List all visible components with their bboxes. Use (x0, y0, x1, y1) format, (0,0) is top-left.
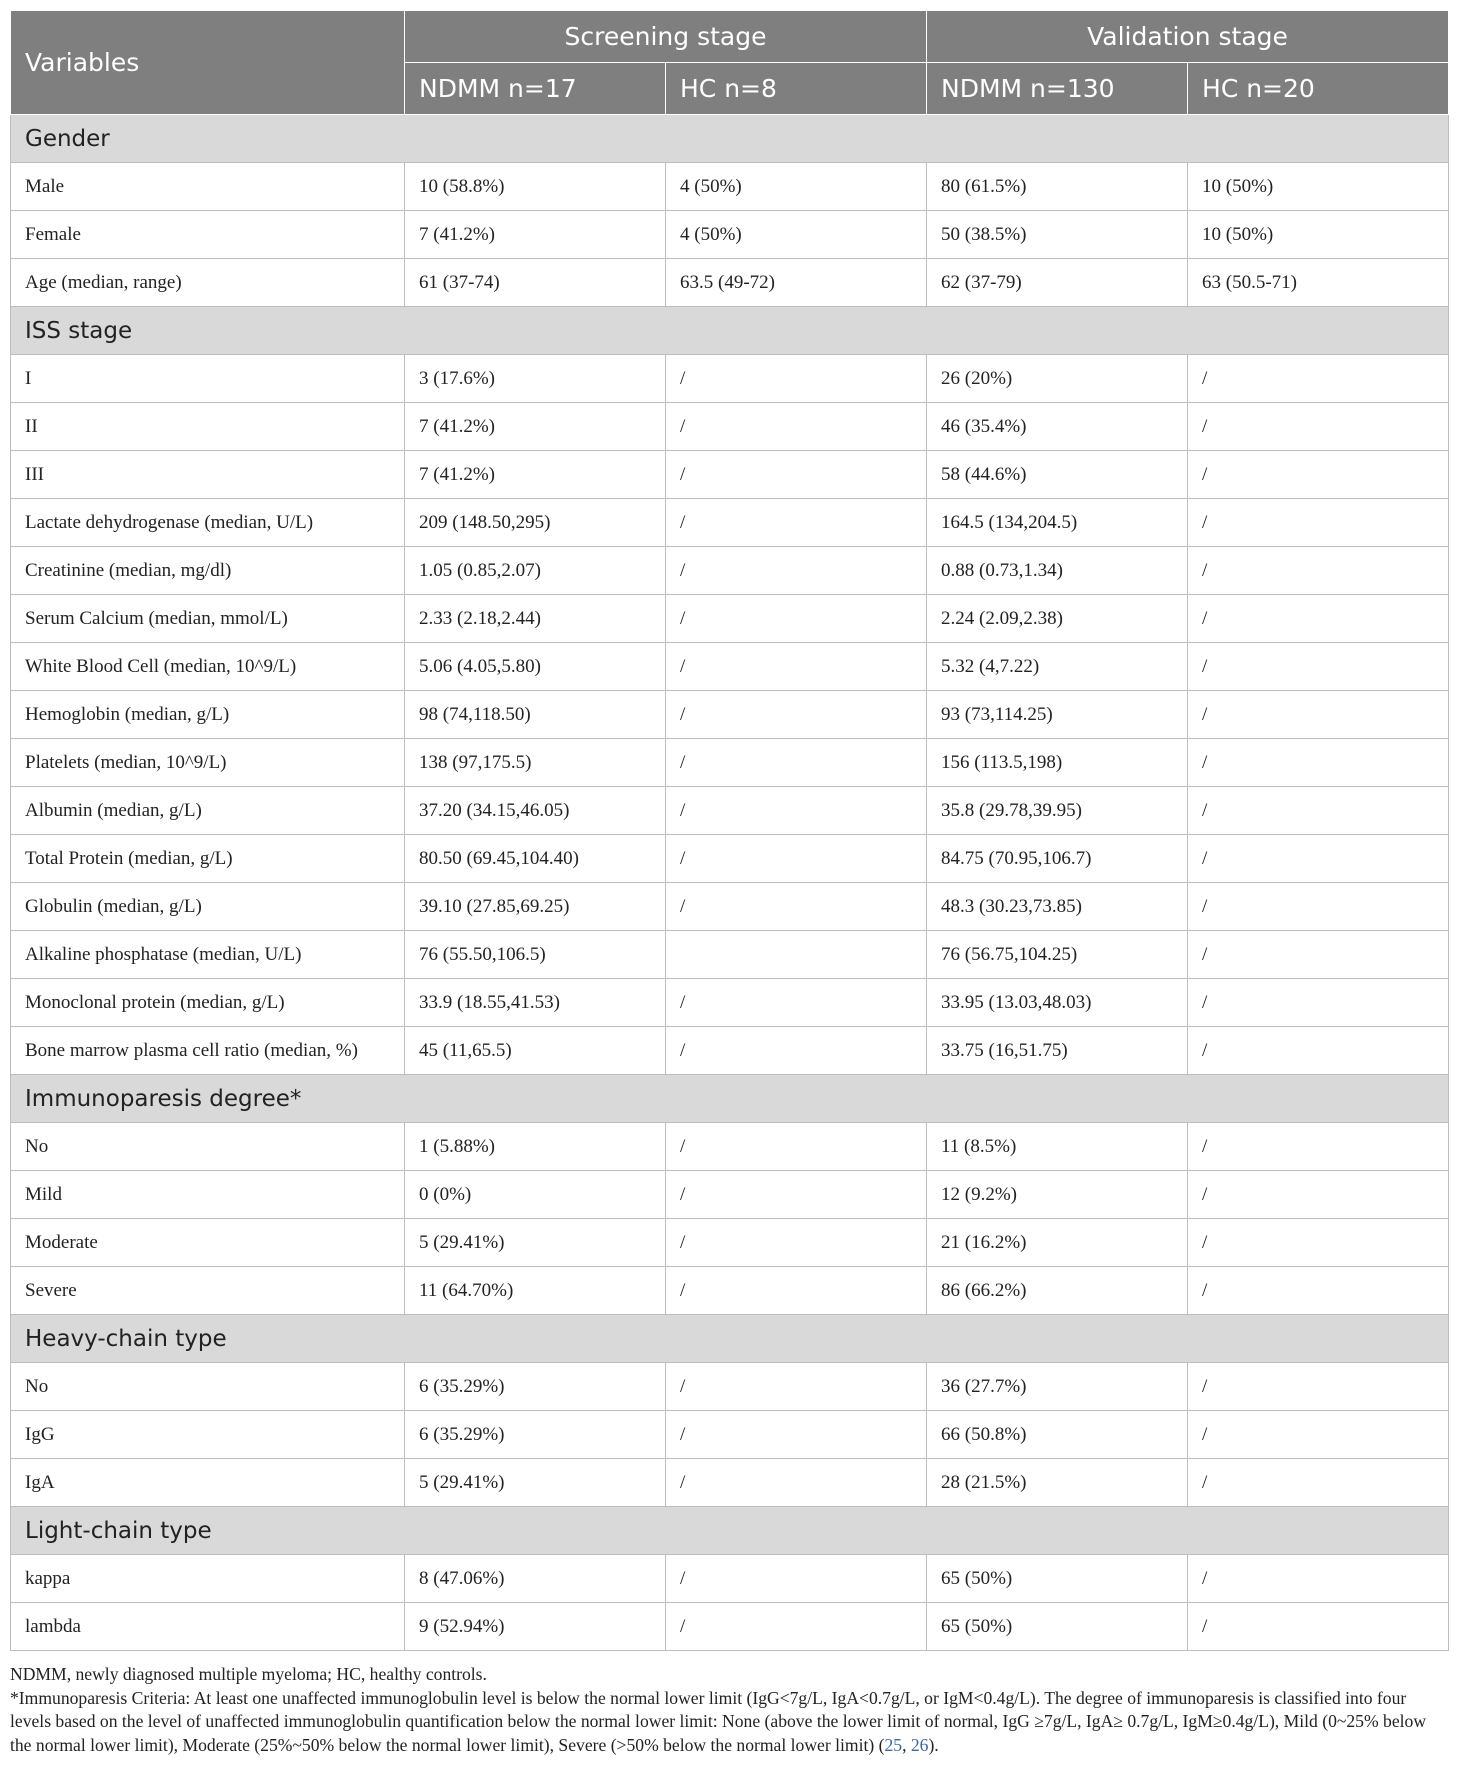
table-row (11, 1459, 1449, 1507)
table-row (11, 739, 1449, 787)
table-row (11, 1171, 1449, 1219)
table-cell: / (1188, 499, 1449, 547)
table-cell: / (666, 595, 927, 643)
table-cell: 26 (20%) (927, 355, 1188, 403)
table-cell: / (666, 739, 927, 787)
section-row (11, 1075, 1449, 1123)
table-cell: 86 (66.2%) (927, 1267, 1188, 1315)
row-label: Severe (11, 1267, 405, 1315)
row-label: lambda (11, 1603, 405, 1651)
table-cell: / (1188, 1123, 1449, 1171)
row-label: Age (median, range) (11, 259, 405, 307)
table-cell: 10 (50%) (1188, 211, 1449, 259)
table-cell: / (1188, 1603, 1449, 1651)
criteria-text: *Immunoparesis Criteria: At least one unaffected immunoglobulin level is below the normal lower limit (IgG<7g/L, IgA<0.7g/L, or IgM<0.4g/L). The degree of immunoparesis is classified into four levels based on the level of unaffected immunoglobulin quantification below the normal lower limit: None (above the lower limit of normal, IgG ≥7g/L, IgA≥ 0.7g/L, IgM≥0.4g/L), Mild (0~25% below the normal lower limit), Moderate (25%~50% below the normal lower limit), Severe (>50% below the normal lower limit) ( (10, 1687, 1427, 1755)
table-cell: 76 (55.50,106.5) (405, 931, 666, 979)
section-title: ISS stage (11, 307, 1449, 355)
row-label: Serum Calcium (median, mmol/L) (11, 595, 405, 643)
table-cell: 11 (64.70%) (405, 1267, 666, 1315)
table-cell: 98 (74,118.50) (405, 691, 666, 739)
table-cell: / (1188, 691, 1449, 739)
row-label: IgG (11, 1411, 405, 1459)
validation-stage-header: Validation stage (927, 11, 1449, 63)
table-cell: 2.24 (2.09,2.38) (927, 595, 1188, 643)
table-cell: 33.9 (18.55,41.53) (405, 979, 666, 1027)
row-label: Moderate (11, 1219, 405, 1267)
table-cell: / (1188, 451, 1449, 499)
table-cell: 5 (29.41%) (405, 1219, 666, 1267)
table-cell: 10 (58.8%) (405, 163, 666, 211)
table-cell: 63.5 (49-72) (666, 259, 927, 307)
table-cell: / (666, 1555, 927, 1603)
reference-close: ). (928, 1734, 939, 1755)
table-cell: 58 (44.6%) (927, 451, 1188, 499)
table-cell: / (666, 1027, 927, 1075)
table-cell: / (666, 499, 927, 547)
table-cell: / (1188, 403, 1449, 451)
table-cell: / (666, 547, 927, 595)
table-row (11, 1123, 1449, 1171)
table-cell: / (1188, 1027, 1449, 1075)
table-row (11, 1219, 1449, 1267)
table-cell: 4 (50%) (666, 163, 927, 211)
table-row (11, 1267, 1449, 1315)
table-cell: 21 (16.2%) (927, 1219, 1188, 1267)
table-cell: 2.33 (2.18,2.44) (405, 595, 666, 643)
table-row (11, 547, 1449, 595)
table-cell: / (1188, 1363, 1449, 1411)
table-cell: 45 (11,65.5) (405, 1027, 666, 1075)
table-row (11, 595, 1449, 643)
reference-link-26[interactable]: 26 (910, 1734, 929, 1755)
table-row (11, 1027, 1449, 1075)
table-cell: 65 (50%) (927, 1555, 1188, 1603)
section-row (11, 115, 1449, 163)
table-row (11, 691, 1449, 739)
reference-separator: , (902, 1734, 911, 1755)
abbreviations-note: NDMM, newly diagnosed multiple myeloma; HC, healthy controls. (10, 1664, 487, 1684)
table-cell: / (1188, 1555, 1449, 1603)
table-cell: 93 (73,114.25) (927, 691, 1188, 739)
table-cell: / (666, 835, 927, 883)
row-label: Monoclonal protein (median, g/L) (11, 979, 405, 1027)
table-row (11, 259, 1449, 307)
table-row (11, 787, 1449, 835)
table-cell: 35.8 (29.78,39.95) (927, 787, 1188, 835)
table-cell: / (666, 355, 927, 403)
table-cell (666, 931, 927, 979)
row-label: White Blood Cell (median, 10^9/L) (11, 643, 405, 691)
section-title: Light-chain type (11, 1507, 1449, 1555)
table-cell: / (666, 403, 927, 451)
table-cell: 33.95 (13.03,48.03) (927, 979, 1188, 1027)
row-label: Hemoglobin (median, g/L) (11, 691, 405, 739)
table-cell: / (1188, 1219, 1449, 1267)
table-cell: / (1188, 739, 1449, 787)
table-cell: 46 (35.4%) (927, 403, 1188, 451)
table-cell: 39.10 (27.85,69.25) (405, 883, 666, 931)
table-cell: 9 (52.94%) (405, 1603, 666, 1651)
section-row (11, 1507, 1449, 1555)
table-cell: 37.20 (34.15,46.05) (405, 787, 666, 835)
row-label: Female (11, 211, 405, 259)
table-row (11, 211, 1449, 259)
table-row (11, 355, 1449, 403)
row-label: No (11, 1363, 405, 1411)
table-cell: 5.06 (4.05,5.80) (405, 643, 666, 691)
table-cell: 28 (21.5%) (927, 1459, 1188, 1507)
table-cell: / (666, 1411, 927, 1459)
table-cell: 63 (50.5-71) (1188, 259, 1449, 307)
table-cell: 4 (50%) (666, 211, 927, 259)
table-cell: 6 (35.29%) (405, 1363, 666, 1411)
table-cell: / (1188, 643, 1449, 691)
table-cell: / (1188, 1267, 1449, 1315)
table-cell: 7 (41.2%) (405, 451, 666, 499)
table-cell: 80 (61.5%) (927, 163, 1188, 211)
table-cell: 1 (5.88%) (405, 1123, 666, 1171)
table-cell: 8 (47.06%) (405, 1555, 666, 1603)
validation-ndmm-header: NDMM n=130 (927, 63, 1188, 115)
row-label: IgA (11, 1459, 405, 1507)
table-row (11, 835, 1449, 883)
table-cell: / (666, 1267, 927, 1315)
table-row (11, 1411, 1449, 1459)
table-cell: 50 (38.5%) (927, 211, 1188, 259)
table-cell: 80.50 (69.45,104.40) (405, 835, 666, 883)
table-cell: / (1188, 979, 1449, 1027)
table-cell: 61 (37-74) (405, 259, 666, 307)
table-body (11, 115, 1449, 1651)
table-cell: / (666, 1171, 927, 1219)
row-label: Total Protein (median, g/L) (11, 835, 405, 883)
table-cell: 1.05 (0.85,2.07) (405, 547, 666, 595)
table-cell: 10 (50%) (1188, 163, 1449, 211)
table-cell: 62 (37-79) (927, 259, 1188, 307)
table-row (11, 1363, 1449, 1411)
section-row (11, 307, 1449, 355)
table-row (11, 883, 1449, 931)
table-cell: / (1188, 787, 1449, 835)
table-cell: / (1188, 355, 1449, 403)
screening-hc-header: HC n=8 (666, 63, 927, 115)
reference-link-25[interactable]: 25 (884, 1734, 903, 1755)
table-cell: / (1188, 835, 1449, 883)
table-cell: / (666, 1603, 927, 1651)
table-cell: / (666, 883, 927, 931)
table-row (11, 1555, 1449, 1603)
table-cell: 138 (97,175.5) (405, 739, 666, 787)
table-cell: 84.75 (70.95,106.7) (927, 835, 1188, 883)
table-cell: / (666, 451, 927, 499)
table-cell: 11 (8.5%) (927, 1123, 1188, 1171)
row-label: II (11, 403, 405, 451)
row-label: Platelets (median, 10^9/L) (11, 739, 405, 787)
table-row (11, 643, 1449, 691)
row-label: Creatinine (median, mg/dl) (11, 547, 405, 595)
table-cell: / (1188, 1459, 1449, 1507)
table-row (11, 403, 1449, 451)
immunoparesis-criteria-note (10, 1687, 1450, 1758)
table-cell: 0.88 (0.73,1.34) (927, 547, 1188, 595)
table-cell: / (666, 787, 927, 835)
table-cell: / (666, 979, 927, 1027)
table-cell: / (666, 1219, 927, 1267)
table-row (11, 1603, 1449, 1651)
table-cell: 7 (41.2%) (405, 211, 666, 259)
table-cell: 6 (35.29%) (405, 1411, 666, 1459)
section-title: Gender (11, 115, 1449, 163)
table-cell: 5 (29.41%) (405, 1459, 666, 1507)
variables-header: Variables (11, 11, 405, 115)
row-label: III (11, 451, 405, 499)
screening-stage-header: Screening stage (405, 11, 927, 63)
row-label: kappa (11, 1555, 405, 1603)
row-label: Bone marrow plasma cell ratio (median, %) (11, 1027, 405, 1075)
table-cell: 65 (50%) (927, 1603, 1188, 1651)
row-label: Mild (11, 1171, 405, 1219)
row-label: No (11, 1123, 405, 1171)
table-cell: 66 (50.8%) (927, 1411, 1188, 1459)
table-footnotes (10, 1663, 1450, 1757)
table-cell: / (1188, 1171, 1449, 1219)
table-row (11, 163, 1449, 211)
table-cell: 48.3 (30.23,73.85) (927, 883, 1188, 931)
characteristics-table (10, 10, 1449, 1651)
table-row (11, 451, 1449, 499)
table-cell: 36 (27.7%) (927, 1363, 1188, 1411)
table-cell: / (1188, 1411, 1449, 1459)
table-cell: / (1188, 595, 1449, 643)
table-cell: 164.5 (134,204.5) (927, 499, 1188, 547)
table-cell: 12 (9.2%) (927, 1171, 1188, 1219)
table-cell: / (666, 1459, 927, 1507)
table-row (11, 499, 1449, 547)
row-label: Lactate dehydrogenase (median, U/L) (11, 499, 405, 547)
screening-ndmm-header: NDMM n=17 (405, 63, 666, 115)
row-label: Globulin (median, g/L) (11, 883, 405, 931)
table-cell: 5.32 (4,7.22) (927, 643, 1188, 691)
table-cell: / (1188, 547, 1449, 595)
table-cell: 33.75 (16,51.75) (927, 1027, 1188, 1075)
validation-hc-header: HC n=20 (1188, 63, 1449, 115)
row-label: Alkaline phosphatase (median, U/L) (11, 931, 405, 979)
row-label: Albumin (median, g/L) (11, 787, 405, 835)
table-cell: / (666, 691, 927, 739)
table-cell: / (666, 1123, 927, 1171)
table-header (11, 11, 1449, 115)
table-row (11, 979, 1449, 1027)
table-cell: 156 (113.5,198) (927, 739, 1188, 787)
section-title: Heavy-chain type (11, 1315, 1449, 1363)
row-label: Male (11, 163, 405, 211)
table-cell: 3 (17.6%) (405, 355, 666, 403)
table-cell: / (1188, 883, 1449, 931)
section-title: Immunoparesis degree* (11, 1075, 1449, 1123)
table-row (11, 931, 1449, 979)
table-cell: 0 (0%) (405, 1171, 666, 1219)
table-cell: 76 (56.75,104.25) (927, 931, 1188, 979)
table-cell: / (666, 643, 927, 691)
table-cell: 209 (148.50,295) (405, 499, 666, 547)
table-cell: 7 (41.2%) (405, 403, 666, 451)
row-label: I (11, 355, 405, 403)
table-cell: / (1188, 931, 1449, 979)
section-row (11, 1315, 1449, 1363)
table-cell: / (666, 1363, 927, 1411)
